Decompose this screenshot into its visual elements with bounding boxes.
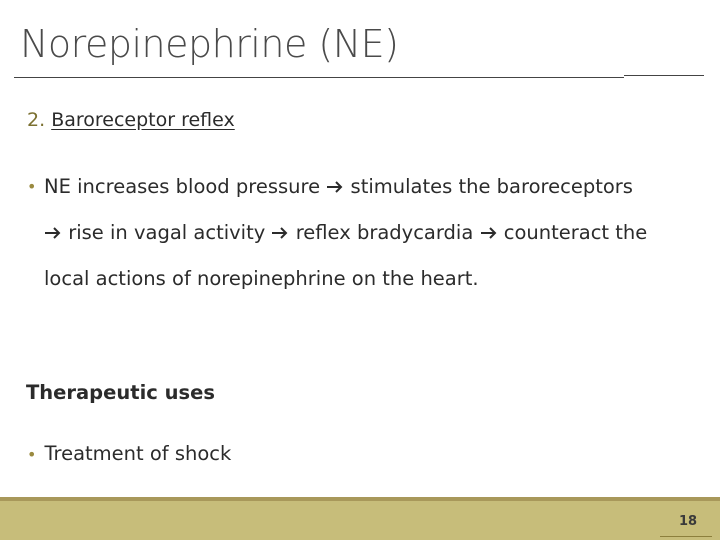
right-arrow-icon	[326, 164, 344, 210]
bullet-line-1	[44, 164, 712, 210]
right-arrow-icon	[271, 210, 289, 256]
therapeutic-uses-heading: Therapeutic uses	[26, 381, 215, 404]
section-number: 2.	[27, 109, 46, 131]
bullet-reflex	[27, 164, 712, 302]
bullet-text-5: counteract the	[503, 221, 648, 244]
page-number: 18	[678, 514, 698, 529]
bullet-shock-text: Treatment of shock	[44, 442, 232, 465]
footer-bar	[0, 501, 720, 540]
bullet-dot-icon: •	[27, 177, 37, 196]
bullet-line-2	[44, 210, 712, 256]
bullet-line-3	[44, 256, 712, 302]
section-heading	[27, 109, 235, 131]
bullet-text-3: rise in vagal activity	[68, 221, 266, 244]
bullet-dot-icon: •	[27, 445, 37, 464]
slide-title: Norepinephrine (NE)	[20, 22, 399, 66]
title-underline	[14, 77, 624, 78]
bullet-text-6: local actions of norepinephrine on the heart.	[44, 267, 479, 290]
bullet-text-1: NE increases blood pressure	[44, 175, 321, 198]
right-arrow-icon	[44, 210, 62, 256]
right-arrow-icon	[480, 210, 498, 256]
bullet-text-2: stimulates the baroreceptors	[350, 175, 633, 198]
bullet-text-4: reflex bradycardia	[295, 221, 474, 244]
bullet-shock	[27, 442, 231, 465]
title-underline-right	[624, 75, 704, 76]
section-heading-text: Baroreceptor reflex	[51, 109, 235, 131]
